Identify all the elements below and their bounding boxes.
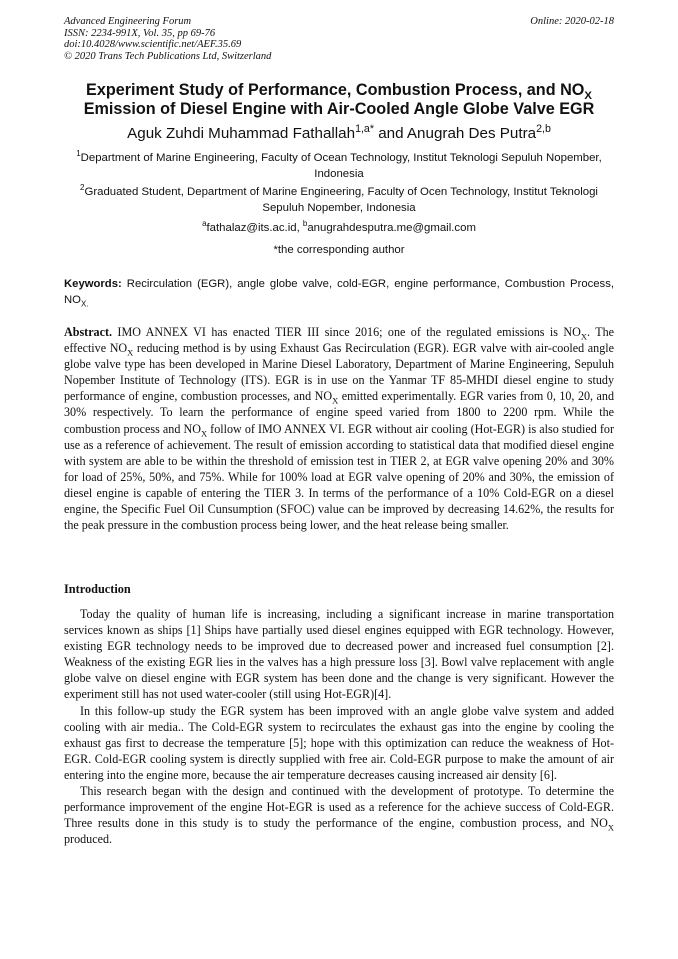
author-2: Anugrah Des Putra	[406, 125, 537, 142]
online-date: Online: 2020-02-18	[530, 16, 614, 27]
section-heading-introduction: Introduction	[64, 582, 131, 596]
email-b[interactable]: anugrahdesputra.me@gmail.com	[307, 222, 476, 234]
title-line-1: Experiment Study of Performance, Combustion Process, and $NO_X$	[86, 81, 592, 103]
affiliation-2: $^2$Graduated Student, Department of Marine Engineering, Faculty of Ocen Technology, Institut Teknologi Sepuluh Nopember, Indonesia	[80, 183, 598, 214]
affiliation-1: $^1$Department of Marine Engineering, Faculty of Ocean Technology, Institut Teknologi Sepuluh Nopember, Indonesia	[76, 149, 602, 180]
author-emails: $^a$fathalaz@its.ac.id, $^b$anugrahdesputra.me@gmail.com	[202, 219, 476, 234]
paper-title	[40, 81, 638, 119]
journal-header	[64, 16, 271, 62]
copyright-line: © 2020 Trans Tech Publications Ltd, Switzerland	[64, 50, 272, 62]
journal-name: Advanced Engineering Forum	[64, 16, 192, 27]
author-1: Aguk Zuhdi Muhammad Fathallah	[127, 125, 356, 142]
email-a[interactable]: fathalaz@its.ac.id,	[206, 222, 303, 234]
author-list: Aguk Zuhdi Muhammad Fathallah$^{1,a*}$ and Anugrah Des Putra$^{2,b}$	[127, 122, 551, 142]
doi-line: doi:10.4028/www.scientific.net/AEF.35.69	[64, 39, 242, 51]
intro-paragraph-3: This research began with the design and continued with the development of prototype. To determine the performance improvement of the engine Hot-EGR is used as a reference for the achieve success of Cold-EGR. Three results done in this study is to study the performance of the engine, combustion process, and $NO_X$ produced.	[64, 784, 614, 847]
keywords: Keywords: Recirculation (EGR), angle globe valve, cold-EGR, engine performance, Combustion Process, $NO_{X.}$	[64, 278, 614, 309]
title-line-2: Emission of Diesel Engine with Air-Cooled Angle Globe Valve EGR	[83, 100, 595, 118]
intro-paragraph-1: Today the quality of human life is increasing, including a significant increase in marine transportation services known as ships [1] Ships have partially used diesel engines equipped with EGR technology. However, existing EGR technology needs to be improved due to decreased power and increased fuel consumption [2]. Weakness of the existing EGR lies in the valves has a high pressure loss [3]. Bowl valve replacement with angle globe valve on diesel engine with EGR system has been done and the change is very significant. However the experiment still has not used water-cooler (still using Hot-EGR)[4].	[64, 607, 614, 702]
introduction-body	[64, 606, 614, 847]
keywords-label: Keywords:	[64, 278, 122, 290]
author-2-marker: 2,b	[536, 122, 551, 135]
corresponding-note: *the corresponding author	[273, 244, 405, 256]
author-1-marker: 1,a*	[355, 122, 374, 135]
abstract-label: Abstract.	[64, 325, 113, 339]
intro-paragraph-2: In this follow-up study the EGR system has been improved with an angle globe valve system and added cooling with air media.. The Cold-EGR system to recirculates the exhaust gas into the engine by cooling the exhaust gas first to decrease the temperature [5]; hope with this optimization can reduce the weakness of Hot-EGR. Cold-EGR cooling system is directly supplied with free air. Cold-EGR purpose to make the amount of air entering into the engine more, because the air temperature decreases causing increased air density [6].	[64, 703, 614, 782]
issn-line: ISSN: 2234-991X, Vol. 35, pp 69-76	[64, 27, 216, 39]
abstract: Abstract. IMO ANNEX VI has enacted TIER III since 2016; one of the regulated emissions is $NO_X$. The effective $NO_X$ reducing method is by using Exhaust Gas Recirculation (EGR). EGR valve with air-cooled angle globe valve type has been developed in Marine Diesel Laboratory, Department of Marine Engineering, Sepuluh Nopember Institute of Technology (ITS). EGR is in use on the Yanmar TF 85-MHDI diesel engine to study performance of engine, combustion processes, and $NO_X$ emitted experimentally. EGR varies from 0, 10, 20, and 30% respectively. To learn the performance of engine speed varied from 1800 to 2200 rpm. While the combustion process and $NO_X$ follow of IMO ANNEX VI. EGR without air cooling (Hot-EGR) is also studied for use as a reference of achievement. The result of emission according to statistical data that modified diesel engine with system are able to be within the threshold of emission test in TIER 2, at EGR valve opening 20% and 30% for load of 25%, 50%, and 75%. While for 100% load at EGR valve opening of 20% and 30%, the emission of diesel engine is capable of entering the TIER 3. In terms of the performance of a 10% Cold-EGR on a diesel engine, the Specific Fuel Oil Cunsumption (SFOC) value can be improved by decreasing 14.62%, the results for the peak pressure in the combustion process being lower, and the heat release being smaller.	[64, 325, 615, 533]
